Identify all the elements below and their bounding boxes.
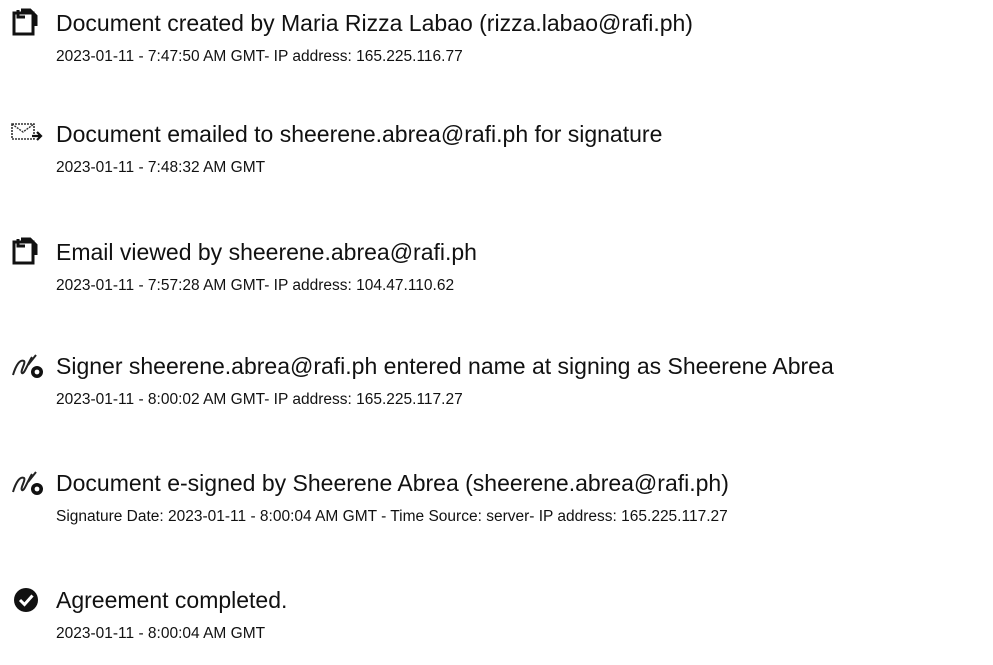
document-icon [10, 237, 44, 267]
event-detail: 2023-01-11 - 7:47:50 AM GMT- IP address: 165.225.116.77 [56, 48, 463, 65]
signature-icon [10, 468, 44, 498]
event-agreement-completed [0, 585, 993, 665]
signature-icon [10, 351, 44, 381]
event-document-emailed [0, 119, 993, 199]
event-detail: 2023-01-11 - 8:00:02 AM GMT- IP address: 165.225.117.27 [56, 391, 463, 408]
document-icon [10, 8, 44, 38]
event-document-created [0, 8, 993, 88]
event-title: Signer sheerene.abrea@rafi.ph entered name at signing as Sheerene Abrea [56, 353, 834, 379]
event-detail: 2023-01-11 - 8:00:04 AM GMT [56, 625, 266, 642]
event-detail: 2023-01-11 - 7:48:32 AM GMT [56, 159, 266, 176]
event-title: Document e-signed by Sheerene Abrea (sheerene.abrea@rafi.ph) [56, 470, 729, 496]
email-sent-icon [10, 119, 44, 149]
event-signer-entered-name [0, 351, 993, 431]
event-document-esigned [0, 468, 993, 548]
event-detail: 2023-01-11 - 7:57:28 AM GMT- IP address: 104.47.110.62 [56, 277, 455, 294]
event-detail: Signature Date: 2023-01-11 - 8:00:04 AM GMT - Time Source: server- IP address: 165.225.117.27 [56, 508, 728, 525]
check-circle-icon [10, 585, 44, 615]
event-title: Email viewed by sheerene.abrea@rafi.ph [56, 239, 477, 265]
event-title: Agreement completed. [56, 587, 288, 613]
event-email-viewed [0, 237, 993, 317]
event-title: Document created by Maria Rizza Labao (rizza.labao@rafi.ph) [56, 10, 693, 36]
event-title: Document emailed to sheerene.abrea@rafi.ph for signature [56, 121, 663, 147]
